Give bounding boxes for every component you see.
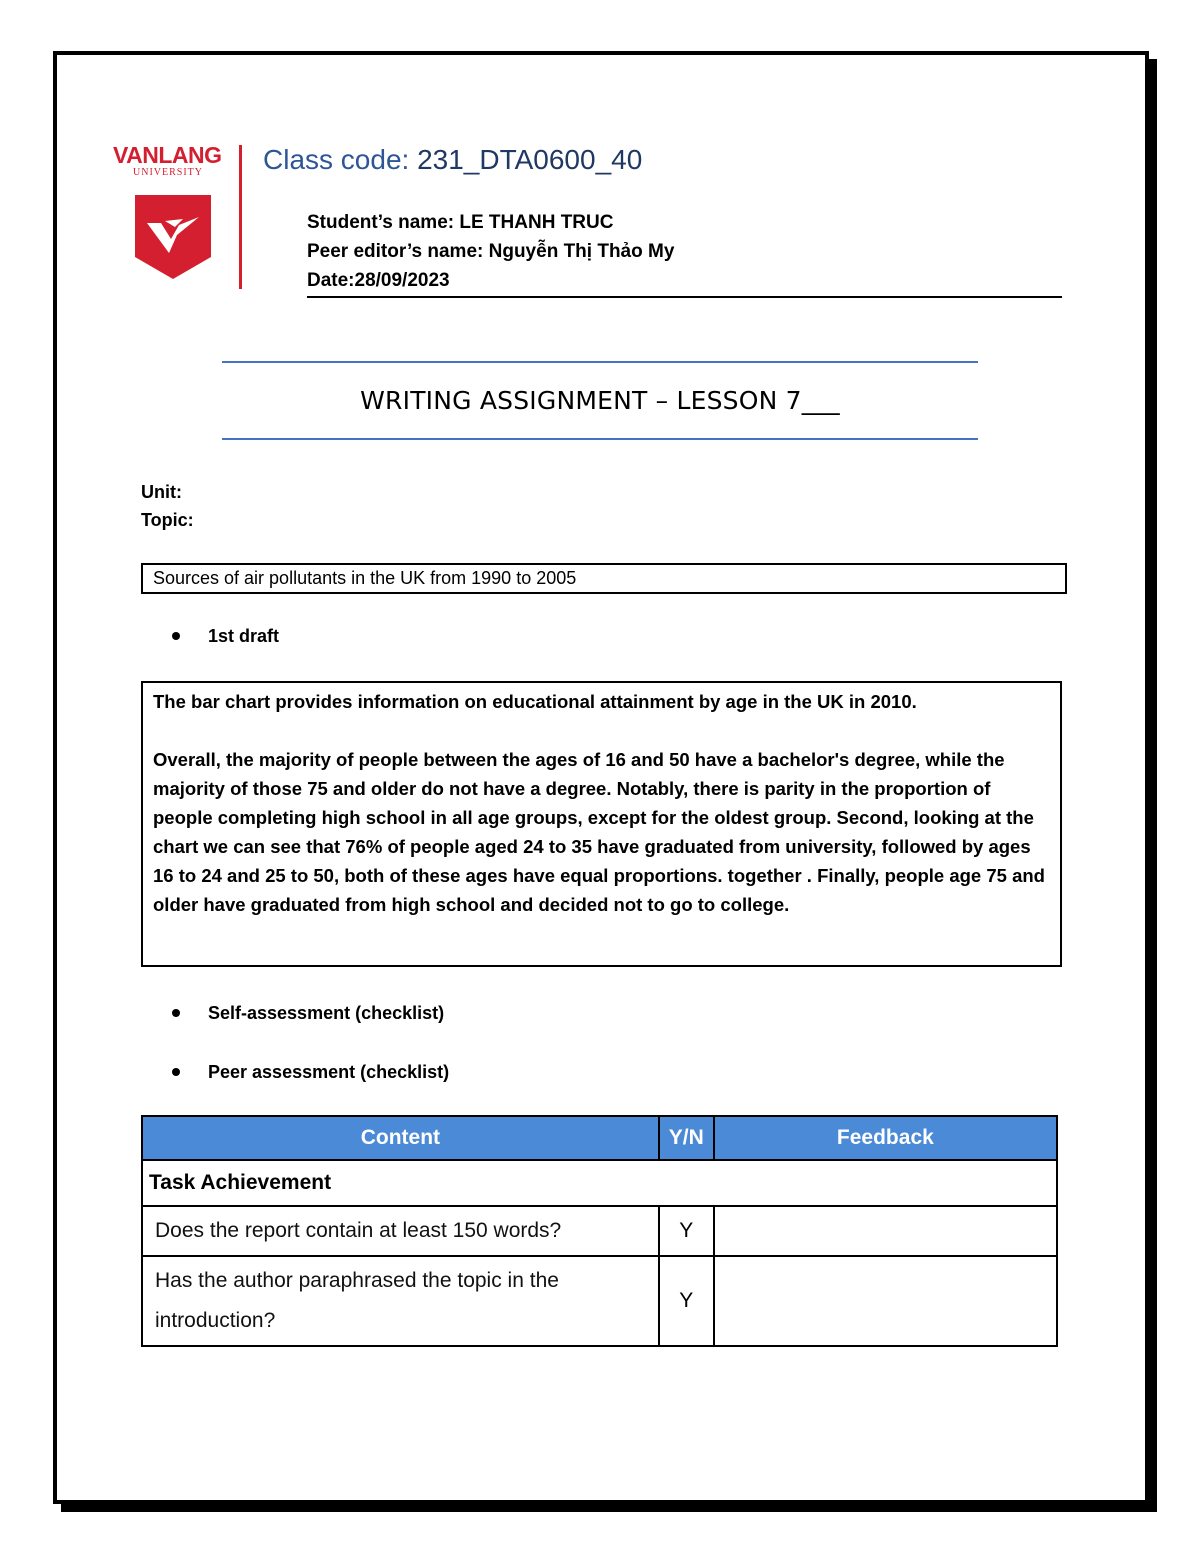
- class-code: [263, 144, 642, 176]
- info-divider: [307, 296, 1062, 298]
- university-logo: [113, 143, 233, 178]
- question-cell: Does the report contain at least 150 words?: [142, 1206, 659, 1256]
- topic-label: Topic:: [141, 510, 194, 530]
- bullet-dot-icon: [172, 1068, 180, 1076]
- title-rule-top: [222, 361, 978, 363]
- first-draft-label: 1st draft: [208, 626, 280, 646]
- logo-divider: [239, 145, 242, 289]
- logo-wordmark: VANLANG: [113, 142, 222, 168]
- header-feedback: Feedback: [714, 1116, 1057, 1160]
- question-cell: Has the author paraphrased the topic in the introduction?: [142, 1256, 659, 1346]
- checklist-table: [141, 1115, 1058, 1347]
- answer-cell[interactable]: Y: [659, 1206, 714, 1256]
- title-rule-bottom: [222, 438, 978, 440]
- date: Date:28/09/2023: [307, 270, 450, 291]
- table-row: [142, 1206, 1057, 1256]
- self-assessment-label: Self-assessment (checklist): [208, 1003, 445, 1023]
- student-info: [307, 208, 674, 295]
- draft-paragraph: The bar chart provides information on educational attainment by age in the UK in 2010.: [153, 691, 917, 712]
- header-yn: Y/N: [659, 1116, 714, 1160]
- class-code-label: Class code:: [263, 144, 410, 175]
- peer-assessment-label: Peer assessment (checklist): [208, 1062, 450, 1082]
- header-content: Content: [142, 1116, 659, 1160]
- bullet-dot-icon: [172, 632, 180, 640]
- logo-subtitle: UNIVERSITY: [133, 167, 203, 178]
- bullet-peer-assessment: [172, 1062, 449, 1083]
- draft-box: [141, 681, 1062, 967]
- feedback-cell[interactable]: [714, 1206, 1057, 1256]
- bullet-first-draft: [172, 626, 279, 647]
- unit-label: Unit:: [141, 482, 182, 502]
- section-row: [142, 1160, 1057, 1206]
- bullet-self-assessment: [172, 1003, 444, 1024]
- feedback-cell[interactable]: [714, 1256, 1057, 1346]
- answer-cell[interactable]: Y: [659, 1256, 714, 1346]
- class-code-value: 231_DTA0600_40: [417, 144, 643, 175]
- page-title: WRITING ASSIGNMENT – LESSON 7___: [360, 386, 840, 415]
- draft-paragraph: Overall, the majority of people between the ages of 16 and 50 have a bachelor's degree, while the majority of those 75 and older do not have a degree. Notably, there is parity in the proportion of people completing high school in all age groups, except for the oldest group. Second, looking at the chart we can see that 76% of people aged 24 to 35 have graduated from university, followed by ages 16 to 24 and 25 to 50, both of these ages have equal proportions. together . Finally, people age 75 and older have graduated from high school and decided not to go to college.: [153, 749, 1045, 915]
- table-row: [142, 1256, 1057, 1346]
- student-name: Student’s name: LE THANH TRUC: [307, 212, 614, 233]
- topic-box: Sources of air pollutants in the UK from 1990 to 2005: [141, 563, 1067, 594]
- bullet-dot-icon: [172, 1009, 180, 1017]
- checklist-header-row: [142, 1116, 1057, 1160]
- shield-icon: [135, 195, 211, 279]
- section-task-achievement: Task Achievement: [142, 1160, 1057, 1206]
- peer-editor-name: Peer editor’s name: Nguyễn Thị Thảo My: [307, 241, 675, 262]
